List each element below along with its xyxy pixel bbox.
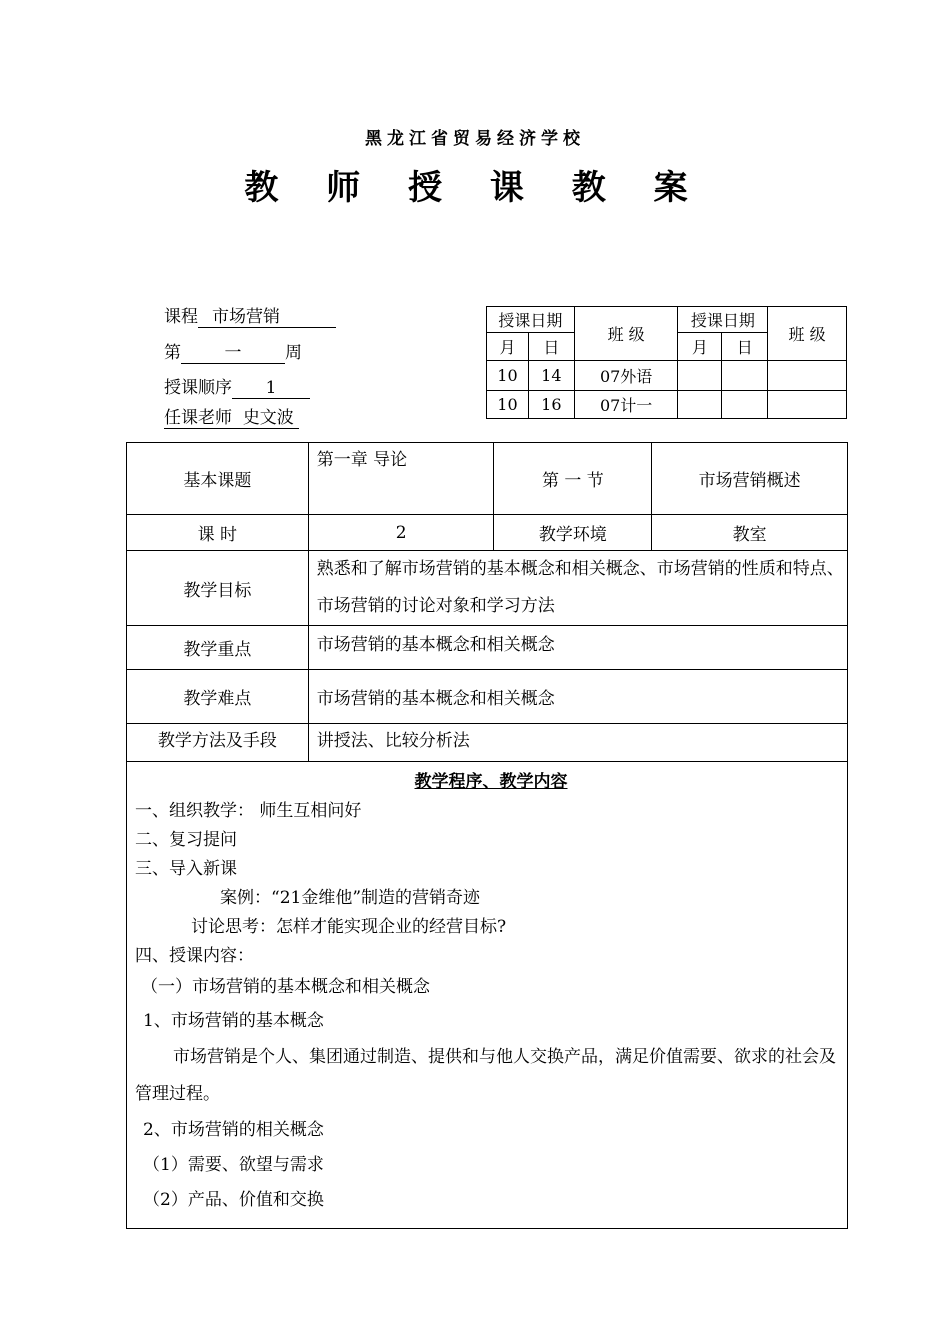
table-row xyxy=(487,361,847,391)
document-title: 教 师 授 课 教 案 xyxy=(244,168,706,208)
content-line: （一）市场营销的基本概念和相关概念 xyxy=(141,977,430,997)
method-label: 教学方法及手段 xyxy=(127,724,309,762)
env-label: 教学环境 xyxy=(494,515,652,551)
content-line: （1）需要、欲望与需求 xyxy=(143,1155,324,1175)
table-row xyxy=(487,391,847,419)
course-line xyxy=(164,302,336,328)
topic-section: 第 一 节 xyxy=(494,443,652,515)
difficulty-value: 市场营销的基本概念和相关概念 xyxy=(308,670,847,724)
teacher-line xyxy=(164,408,299,429)
difficulty-label: 教学难点 xyxy=(127,670,309,724)
course-label: 课程 xyxy=(164,307,198,327)
school-name: 黑龙江省贸易经济学校 xyxy=(365,129,585,149)
day-header-1: 日 xyxy=(528,333,574,361)
goal-value: 熟悉和了解市场营销的基本概念和相关概念、市场营销的性质和特点、市场营销的讨论对象和学习方法 xyxy=(308,551,847,626)
date-table xyxy=(486,306,847,419)
row-day: 14 xyxy=(528,361,574,391)
key-value: 市场营销的基本概念和相关概念 xyxy=(308,626,847,670)
week-label: 第 xyxy=(164,343,181,363)
topic-chapter: 第一章 导论 xyxy=(308,443,494,515)
class-header-2: 班 级 xyxy=(768,307,847,361)
content-line: 二、复习提问 xyxy=(135,830,237,850)
content-section xyxy=(127,762,848,1229)
order-line xyxy=(164,373,310,399)
content-line: 一、组织教学： 师生互相问好 xyxy=(135,801,362,821)
content-line: 讨论思考：怎样才能实现企业的经营目标? xyxy=(191,917,507,937)
teacher-label: 任课老师 xyxy=(164,408,232,428)
row-day: 16 xyxy=(528,391,574,419)
week-value: 一 xyxy=(181,343,285,364)
week-suffix: 周 xyxy=(285,343,302,363)
date-header-1: 授课日期 xyxy=(487,307,575,333)
order-label: 授课顺序 xyxy=(164,378,232,398)
hours-label: 课 时 xyxy=(127,515,309,551)
week-line xyxy=(164,338,302,364)
order-value: 1 xyxy=(232,378,310,399)
teacher-field xyxy=(164,408,299,429)
content-line: 四、授课内容： xyxy=(135,946,254,966)
hours-value: 2 xyxy=(308,515,494,551)
date-header-2: 授课日期 xyxy=(678,307,768,333)
content-line: 案例：“21金维他”制造的营销奇迹 xyxy=(220,888,481,908)
content-title: 教学程序、教学内容 xyxy=(414,772,568,792)
course-value: 市场营销 xyxy=(198,307,336,328)
goal-label: 教学目标 xyxy=(127,551,309,626)
row-month: 10 xyxy=(487,391,529,419)
env-value: 教室 xyxy=(652,515,848,551)
month-header-1: 月 xyxy=(487,333,529,361)
lesson-plan-table xyxy=(126,442,848,1229)
class-header-1: 班 级 xyxy=(574,307,678,361)
row-month: 10 xyxy=(487,361,529,391)
method-value: 讲授法、比较分析法 xyxy=(308,724,847,762)
teacher-value: 史文波 xyxy=(242,408,294,428)
month-header-2: 月 xyxy=(678,333,722,361)
content-line: 三、导入新课 xyxy=(135,859,237,879)
content-line: 1、市场营销的基本概念 xyxy=(143,1011,324,1031)
content-line: （2）产品、价值和交换 xyxy=(143,1190,324,1210)
key-label: 教学重点 xyxy=(127,626,309,670)
row-class: 07外语 xyxy=(574,361,678,391)
content-line: 2、市场营销的相关概念 xyxy=(143,1120,324,1140)
content-line: 市场营销是个人、集团通过制造、提供和与他人交换产品，满足价值需要、欲求的社会及管理过程。 xyxy=(135,1047,836,1104)
topic-label: 基本课题 xyxy=(127,443,309,515)
day-header-2: 日 xyxy=(722,333,768,361)
topic-name: 市场营销概述 xyxy=(652,443,848,515)
row-class: 07计一 xyxy=(574,391,678,419)
